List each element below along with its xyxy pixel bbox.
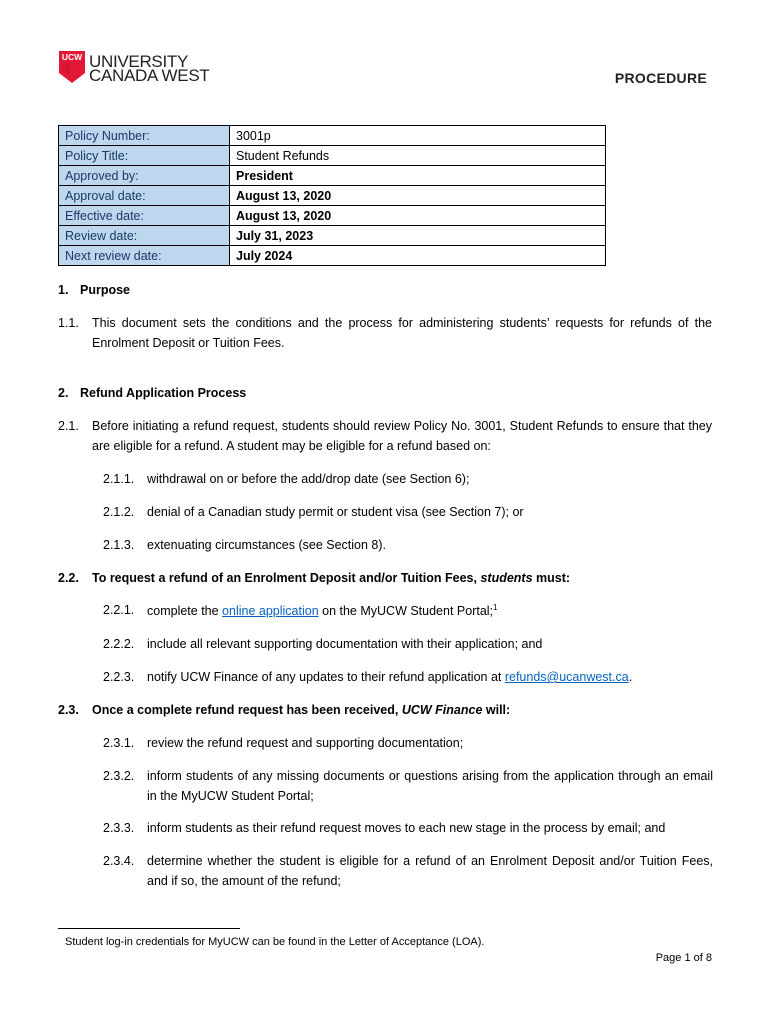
para-1-1-line-1: This document sets the conditions and the process for administering students’ requests for refunds of the — [92, 316, 712, 330]
item-2-3-3-text: inform students as their refund request moves to each new stage in the process by email; and — [147, 821, 666, 835]
item-2-1-1-text: withdrawal on or before the add/drop date (see Section 6); — [147, 472, 470, 486]
section-1-number: 1. — [58, 283, 69, 297]
item-2-2-3-number: 2.2.3. — [103, 670, 135, 684]
item-2-1-2-text: denial of a Canadian study permit or student visa (see Section 7); or — [147, 505, 524, 519]
svg-text:UCW: UCW — [61, 52, 83, 62]
item-2-3-4-text: determine whether the student is eligible for a refund of an Enrolment Deposit and/or Tuition Fees, and if so, the amount of the refund; — [147, 854, 713, 888]
policy-info-table — [58, 125, 606, 266]
item-2-2-3-text: notify UCW Finance of any updates to their refund application at refunds@ucanwest.ca. — [147, 670, 633, 684]
row-key: Approval date: — [59, 186, 230, 206]
row-key: Review date: — [59, 226, 230, 246]
ucw-logo-mark — [58, 47, 88, 85]
para-2-1-number: 2.1. — [58, 419, 79, 433]
para-1-1-number: 1.1. — [58, 316, 79, 330]
footnote-text: Student log-in credentials for MyUCW can be found in the Letter of Acceptance (LOA). — [65, 936, 485, 948]
table-row — [59, 206, 606, 226]
item-2-3-3-number: 2.3.3. — [103, 821, 135, 835]
item-2-1-3-text: extenuating circumstances (see Section 8). — [147, 538, 387, 552]
refunds-email-link[interactable]: refunds@ucanwest.ca — [504, 670, 629, 684]
logo-line-1: UNIVERSITY — [89, 52, 189, 71]
item-2-3-1-text: review the refund request and supporting documentation; — [147, 736, 464, 750]
section-2-number: 2. — [58, 386, 69, 400]
para-1-1-line-2: Enrolment Deposit or Tuition Fees. — [92, 336, 285, 350]
item-2-2-2-number: 2.2.2. — [103, 637, 135, 651]
row-value: Student Refunds — [230, 146, 606, 166]
university-logo — [58, 47, 218, 91]
section-2-title: Refund Application Process — [80, 386, 247, 400]
row-key: Policy Title: — [59, 146, 230, 166]
item-2-3-2-number: 2.3.2. — [103, 769, 135, 783]
para-1-1 — [92, 313, 712, 353]
table-row — [59, 226, 606, 246]
row-value: August 13, 2020 — [230, 206, 606, 226]
row-value: President — [230, 166, 606, 186]
item-2-3-4-number: 2.3.4. — [103, 854, 135, 868]
para-2-1 — [92, 416, 712, 456]
row-value: July 2024 — [230, 246, 606, 266]
table-row — [59, 126, 606, 146]
para-2-2-number: 2.2. — [58, 571, 79, 585]
footnote-separator — [58, 928, 240, 929]
para-2-1-line-1: Before initiating a refund request, students should review Policy No. 3001, Student Refunds to ensure that they — [92, 419, 712, 433]
row-key: Policy Number: — [59, 126, 230, 146]
page-number: Page 1 of 8 — [655, 952, 712, 964]
table-row — [59, 186, 606, 206]
item-2-1-3-number: 2.1.3. — [103, 538, 135, 552]
row-key: Next review date: — [59, 246, 230, 266]
para-2-3-number: 2.3. — [58, 703, 79, 717]
item-2-2-1-number: 2.2.1. — [103, 603, 135, 617]
logo-line-2: CANADA WEST — [89, 66, 210, 85]
table-row — [59, 166, 606, 186]
document-type: PROCEDURE — [614, 70, 707, 86]
item-2-2-1-text: complete the online application on the MyUCW Student Portal;$^1$ — [147, 603, 498, 619]
table-row — [59, 246, 606, 266]
row-value: August 13, 2020 — [230, 186, 606, 206]
item-2-1-2-number: 2.1.2. — [103, 505, 135, 519]
row-key: Effective date: — [59, 206, 230, 226]
row-value: 3001p — [230, 126, 606, 146]
para-2-1-line-2: are eligible for a refund. A student may be eligible for a refund based on: — [92, 439, 491, 453]
footnote-ref: 1 — [493, 603, 498, 612]
row-value: July 31, 2023 — [230, 226, 606, 246]
online-application-link[interactable]: online application — [222, 604, 319, 619]
section-1-title: Purpose — [80, 283, 131, 297]
table-row — [59, 146, 606, 166]
para-2-3: Once a complete refund request has been received, UCW Finance will: — [92, 703, 511, 717]
item-2-1-1-number: 2.1.1. — [103, 472, 135, 486]
item-2-3-1-number: 2.3.1. — [103, 736, 135, 750]
item-2-2-2-text: include all relevant supporting documentation with their application; and — [147, 637, 543, 651]
para-2-2: To request a refund of an Enrolment Deposit and/or Tuition Fees, students must: — [92, 571, 571, 585]
row-key: Approved by: — [59, 166, 230, 186]
item-2-3-2-text: inform students of any missing documents or questions arising from the application through an email in the MyUCW Student Portal; — [147, 769, 713, 803]
